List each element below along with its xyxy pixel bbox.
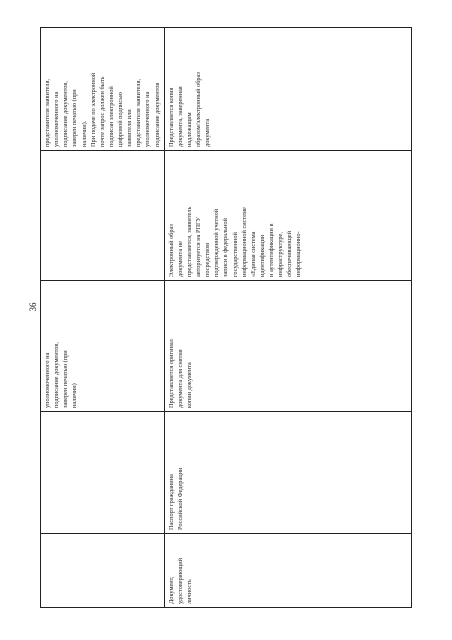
page-number: 36: [28, 302, 38, 312]
cell-continued-doc-category: [41, 534, 165, 608]
document-table-wrapper: [40, 28, 412, 608]
cell-doc-type: Паспорт гражданина Российской Федерации: [164, 412, 411, 534]
requirements-table: [40, 27, 412, 608]
cell-in-person-requirement: Представляется оригинал документа для снятия копии документа: [164, 281, 411, 412]
cell-doc-category: Документ, удостоверяющий личность: [164, 534, 411, 608]
cell-continued-in-person: уполномоченного на подписание документов, заверен печатью (при наличии): [41, 281, 165, 412]
table-row-identity-document: [164, 28, 411, 608]
cell-continued-electronic: [41, 151, 165, 281]
cell-electronic-requirement: Электронный образ документа не представляется, заявитель авторизуется на РПГУ посредством подтвержденной учетной записи в федеральной государственной информационной системе «Единая система идентификации и аутентификации в инфраструктуре, обеспечивающей информационно-: [164, 151, 411, 281]
table-row-continued: [41, 28, 165, 608]
cell-continued-doc-type: [41, 412, 165, 534]
cell-mail-requirement: Представляется копия документа, заверенная надлежащим образом/электронный образ документа: [164, 28, 411, 151]
cell-continued-mail: представителя заявителя, уполномоченного на подписание документов, заверен печатью (при наличии). При подаче по электронной почте запрос должен быть подписан электронной цифровой подписью заявителя или представителя заявителя, уполномоченного на подписание документов: [41, 28, 165, 151]
